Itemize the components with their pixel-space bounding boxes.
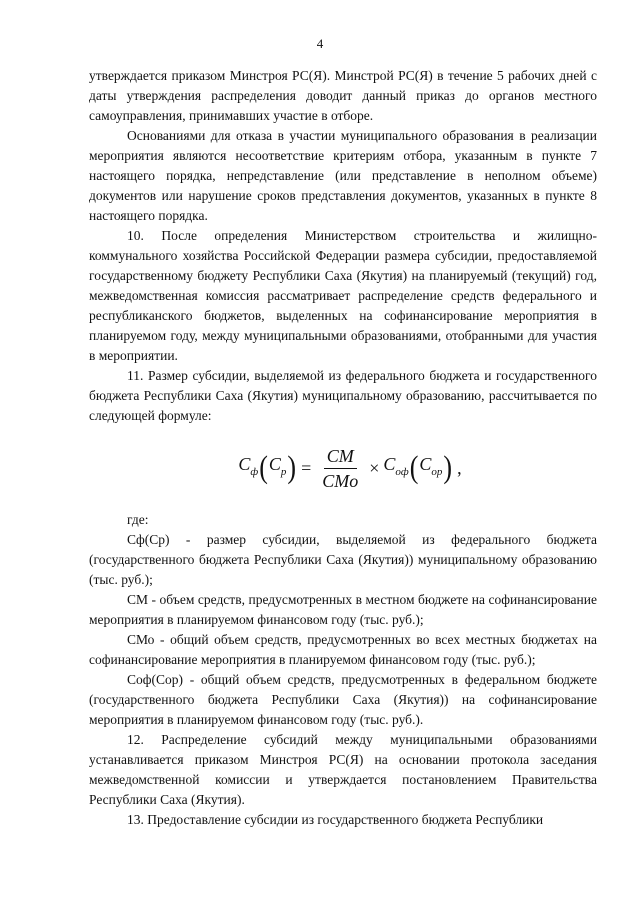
formula-times: × bbox=[369, 458, 380, 478]
definition-cm: СМ - объем средств, предусмотренных в местном бюджете на софинансирование мероприятия в планируемом финансовом году (тыс. руб.); bbox=[89, 592, 597, 627]
formula-denominator: CMo bbox=[322, 470, 359, 491]
paragraph-item-13: 13. Предоставление субсидии из государственного бюджета Республики bbox=[127, 812, 544, 827]
formula-rhs: $C_{оф}$ bbox=[383, 454, 409, 478]
page-number: 4 bbox=[316, 36, 324, 51]
formula-lhs: $C_ф$ bbox=[238, 454, 259, 478]
formula-equals: = bbox=[301, 458, 312, 478]
paragraph-item-12: 12. Распределение субсидий между муниципальными образованиями устанавливается приказом Минстроя РС(Я) на основании протокола заседания межведомственной комиссии и утверждается постановлением Правительства Республики Саха (Якутия). bbox=[89, 732, 597, 807]
paragraph-refusal-grounds: Основаниями для отказа в участии муниципального образования в реализации мероприятия являются несоответствие критериям отбора, указанным в пункте 7 настоящего порядка, непредставление (или представление в неполном объеме) документов или нарушение сроков представления документов, указанных в пункте 8 настоящего порядка. bbox=[89, 128, 597, 223]
formula-lhs-arg: $C_р$ bbox=[268, 454, 287, 478]
where-label: где: bbox=[127, 512, 149, 527]
definition-sf: Сф(Ср) - размер субсидии, выделяемой из федерального бюджета (государственного бюджета Республики Саха (Якутия)) муниципальному образованию (тыс. руб.); bbox=[89, 532, 597, 587]
document-body bbox=[89, 66, 597, 830]
definition-cmo: СМо - общий объем средств, предусмотренных во всех местных бюджетах на софинансирование мероприятия в планируемом финансовом году (тыс. руб.); bbox=[89, 632, 597, 667]
paragraph-item-10: 10. После определения Министерством строительства и жилищно-коммунального хозяйства Российской Федерации размера субсидии, предоставляемой государственному бюджету Республики Саха (Якутия) на планируемый (текущий) год, межведомственная комиссия рассматривает распределение средств федерального и республиканского бюджетов, выделенных на софинансирование мероприятия в планируемом году, между муниципальными образованиями, отобранными для участия в мероприятии. bbox=[89, 228, 597, 363]
formula-fraction bbox=[319, 445, 361, 492]
formula-numerator: CM bbox=[324, 445, 357, 469]
paragraph-continuation: утверждается приказом Минстроя РС(Я). Минстрой РС(Я) в течение 5 рабочих дней с даты утверждения распределения доводит данный приказ до органов местного самоуправления, принимавших участие в отборе. bbox=[89, 68, 597, 123]
formula-rhs-arg: $C_{ор}$ bbox=[419, 454, 443, 478]
subsidy-formula: $C_ф$ ( $C_р$ ) = $\frac{CM}{\text{CMo}}$ × $C_{оф}$ ( $C_{ор}$ ) , bbox=[238, 445, 462, 491]
paragraph-item-11: 11. Размер субсидии, выделяемой из федерального бюджета и государственного бюджета Республики Саха (Якутия) муниципальному образованию, рассчитывается по следующей формуле: bbox=[89, 368, 597, 423]
definition-sof: Соф(Сор) - общий объем средств, предусмотренных в федеральном бюджете (государственного бюджета Республики Саха (Якутия)) на софинансирование мероприятия в планируемом финансовом году (тыс. руб.). bbox=[89, 672, 597, 727]
